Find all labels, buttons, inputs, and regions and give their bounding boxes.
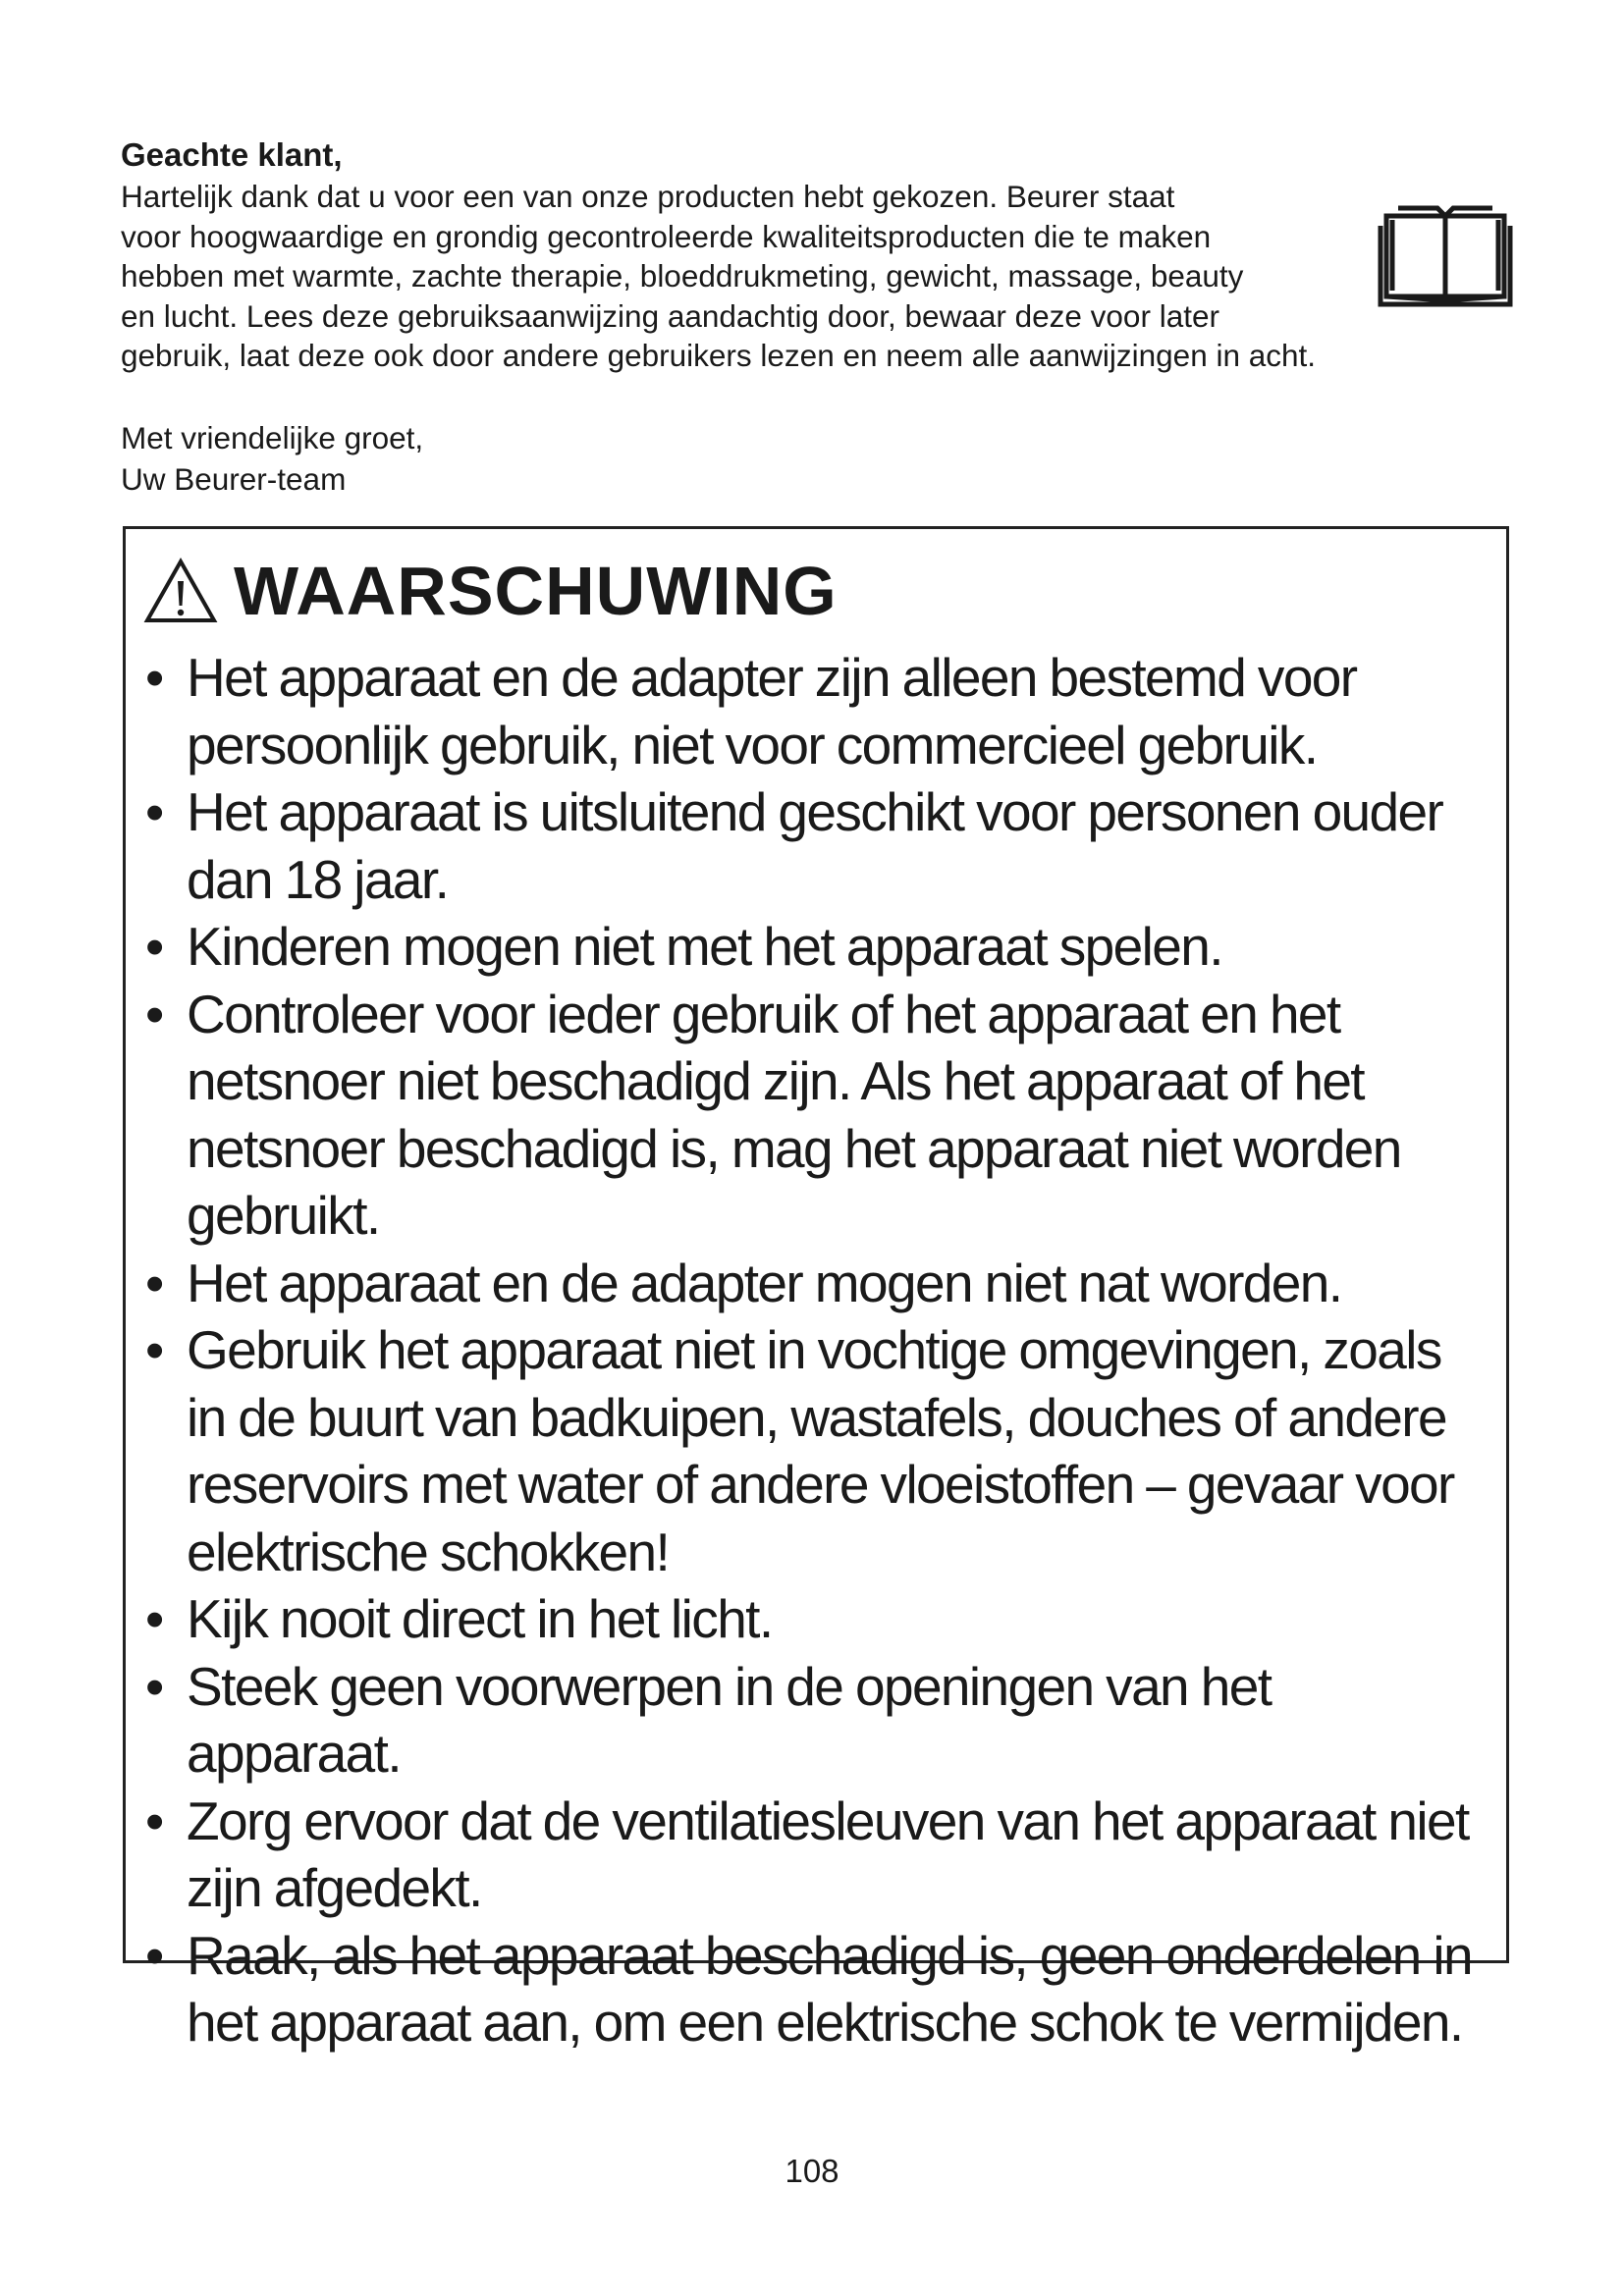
greeting: Geachte klant, bbox=[121, 136, 343, 173]
warning-item-text: Raak, als het apparaat beschadigd is, geen onderdelen in het apparaat aan, om een elektrische schok te vermijden. bbox=[187, 1924, 1472, 2053]
regards-text: Met vriendelijke groet, bbox=[121, 420, 424, 455]
list-item bbox=[145, 1653, 1490, 1788]
bullet: • bbox=[145, 1789, 163, 1851]
warning-triangle-icon bbox=[143, 557, 218, 625]
warning-list bbox=[145, 644, 1490, 2056]
warning-item-text: Gebruik het apparaat niet in vochtige omgevingen, zoals in de buurt van badkuipen, wastafels, douches of andere reservoirs met water of andere vloeistoffen – gevaar voor elektrische schokken! bbox=[187, 1319, 1454, 1582]
list-item bbox=[145, 1922, 1490, 2056]
warning-item-text: Kinderen mogen niet met het apparaat spelen. bbox=[187, 916, 1222, 977]
intro-line: voor hoogwaardige en grondig gecontroleerde kwaliteitsproducten die te maken bbox=[121, 218, 1212, 254]
list-item bbox=[145, 1316, 1490, 1585]
bullet: • bbox=[145, 781, 163, 842]
bullet: • bbox=[145, 647, 163, 708]
page-number: 108 bbox=[785, 2153, 839, 2189]
intro-line: hebben met warmte, zachte therapie, bloeddrukmeting, gewicht, massage, beauty bbox=[121, 258, 1244, 294]
bullet: • bbox=[145, 916, 163, 977]
warning-item-text: Steek geen voorwerpen in de openingen van het apparaat. bbox=[187, 1655, 1272, 1784]
warning-item-text: Het apparaat is uitsluitend geschikt voor personen ouder dan 18 jaar. bbox=[187, 781, 1443, 910]
list-item bbox=[145, 913, 1490, 981]
warning-box bbox=[123, 526, 1509, 2053]
warning-title: WAARSCHUWING bbox=[234, 553, 838, 629]
signature-text: Uw Beurer-team bbox=[121, 461, 347, 497]
intro-line: en lucht. Lees deze gebruiksaanwijzing aandachtig door, bewaar deze voor later bbox=[121, 297, 1219, 334]
bullet: • bbox=[145, 1252, 163, 1313]
list-item bbox=[145, 644, 1490, 778]
closing-section bbox=[121, 417, 423, 500]
warning-header bbox=[143, 547, 838, 635]
warning-item-text: Zorg ervoor dat de ventilatiesleuven van het apparaat niet zijn afgedekt. bbox=[187, 1789, 1469, 1918]
warning-item-text: Het apparaat en de adapter mogen niet nat worden. bbox=[187, 1252, 1342, 1313]
warning-item-text: Controleer voor ieder gebruik of het apparaat en het netsnoer niet beschadigd zijn. Als het apparaat of het netsnoer beschadigd is, mag het apparaat niet worden gebruikt. bbox=[187, 983, 1401, 1246]
intro-line: Hartelijk dank dat u voor een van onze producten hebt gekozen. Beurer staat bbox=[121, 179, 1175, 214]
list-item bbox=[145, 1250, 1490, 1317]
list-item bbox=[145, 1585, 1490, 1653]
intro-section bbox=[121, 135, 1515, 376]
intro-line: gebruik, laat deze ook door andere gebruikers lezen en neem alle aanwijzingen in acht. bbox=[121, 338, 1317, 374]
list-item bbox=[145, 778, 1490, 913]
list-item bbox=[145, 1788, 1490, 1922]
warning-item-text: Het apparaat en de adapter zijn alleen bestemd voor persoonlijk gebruik, niet voor commercieel gebruik. bbox=[187, 647, 1357, 775]
bullet: • bbox=[145, 1319, 163, 1380]
bullet: • bbox=[145, 1588, 163, 1649]
warning-item-text: Kijk nooit direct in het licht. bbox=[187, 1588, 773, 1649]
intro-paragraph bbox=[121, 177, 1515, 376]
open-book-icon bbox=[1377, 196, 1514, 312]
bullet: • bbox=[145, 1655, 163, 1717]
bullet: • bbox=[145, 1924, 163, 1986]
list-item bbox=[145, 981, 1490, 1250]
bullet: • bbox=[145, 983, 163, 1044]
